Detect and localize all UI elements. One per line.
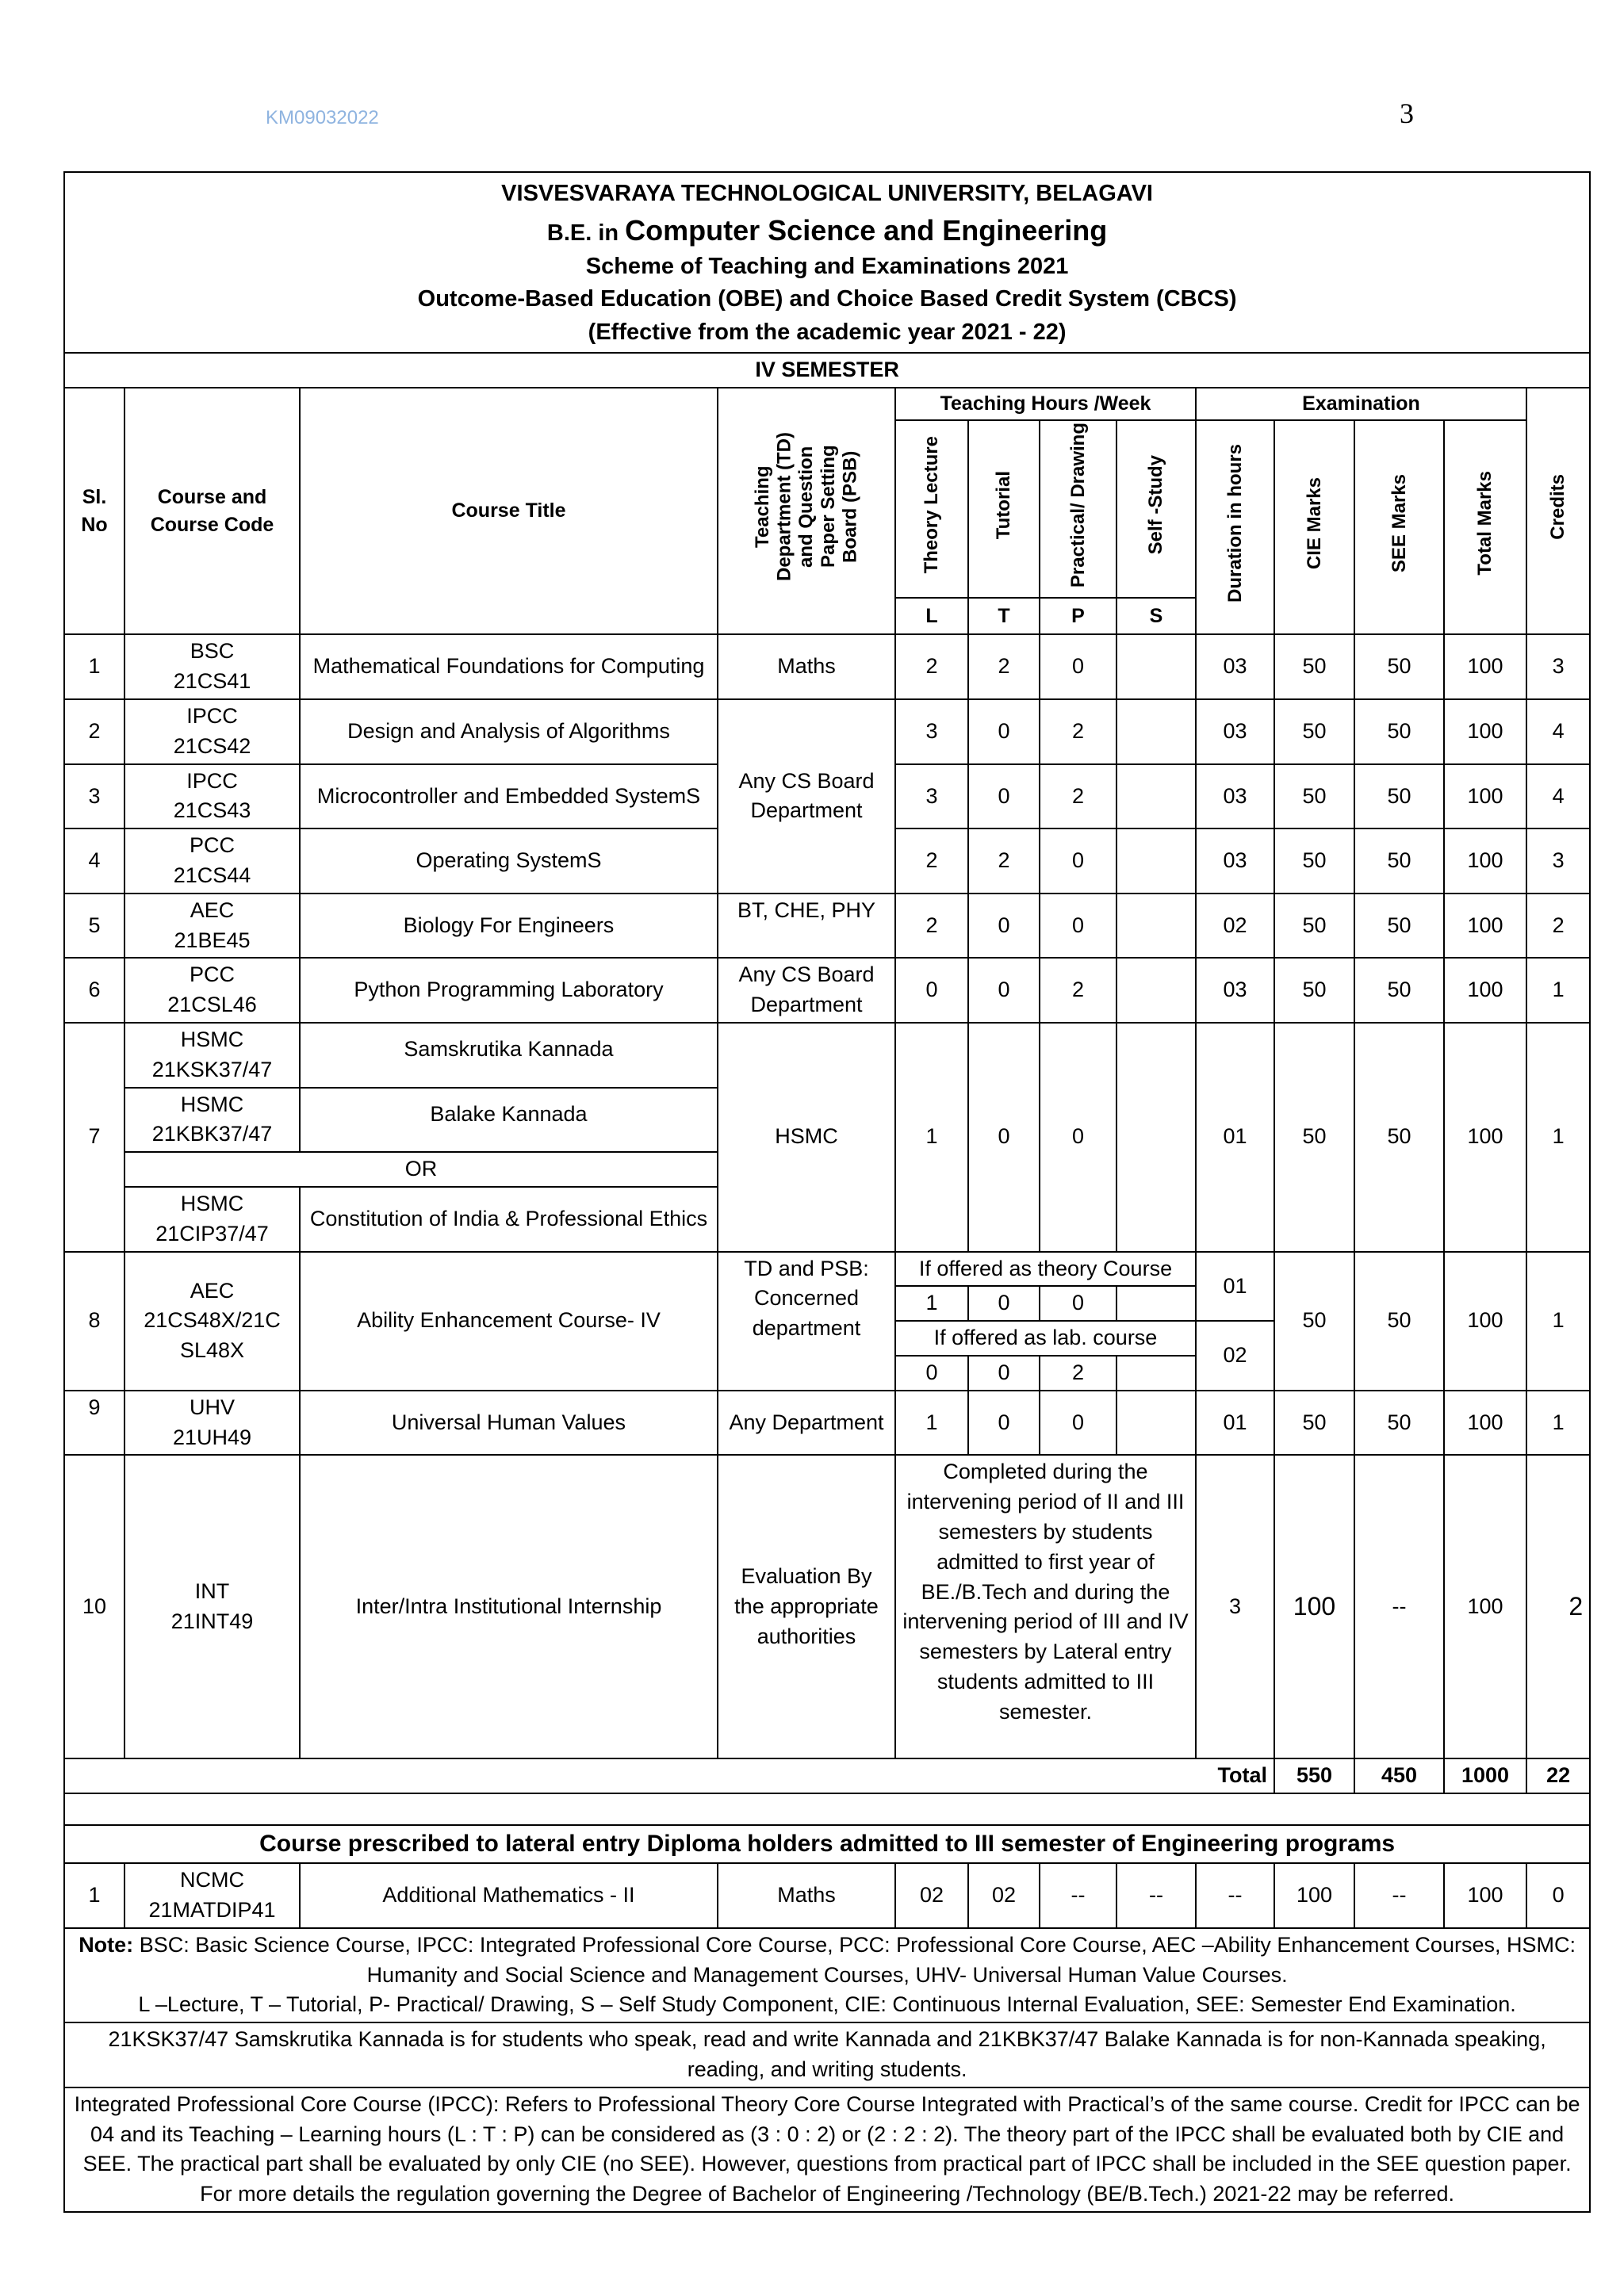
duration-theory: 01 — [1196, 1252, 1274, 1322]
teaching-dept: TD and PSB: Concerned department — [718, 1252, 895, 1391]
hours-T: 2 — [968, 828, 1040, 894]
course-title: Mathematical Foundations for Computing — [300, 634, 718, 699]
hours-T: 0 — [968, 699, 1040, 764]
hours-L: 3 — [895, 699, 968, 764]
duration: 02 — [1196, 894, 1274, 959]
hours-T: 0 — [968, 1286, 1040, 1321]
total-marks: 100 — [1444, 764, 1526, 829]
header-course-code: Course and Course Code — [124, 388, 300, 635]
total-marks-sum: 1000 — [1444, 1758, 1526, 1793]
duration-lab: 02 — [1196, 1321, 1274, 1391]
hours-L: 1 — [895, 1286, 968, 1321]
table-title-block — [64, 172, 1590, 353]
hours-S — [1116, 1356, 1196, 1391]
header-credits: Credits — [1526, 388, 1590, 635]
course-code: NCMC 21MATDIP41 — [124, 1863, 300, 1928]
hours-P: 2 — [1040, 764, 1116, 829]
hours-S — [1116, 1391, 1196, 1456]
total-marks: 100 — [1444, 958, 1526, 1023]
see-marks: 50 — [1354, 699, 1444, 764]
hours-L: 2 — [895, 634, 968, 699]
duration: 01 — [1196, 1391, 1274, 1456]
total-marks: 100 — [1444, 828, 1526, 894]
total-cie: 550 — [1274, 1758, 1354, 1793]
table-row — [64, 634, 1590, 699]
note-label: Note: — [79, 1932, 134, 1957]
course-code: BSC 21CS41 — [124, 634, 300, 699]
duration: 03 — [1196, 958, 1274, 1023]
course-title: Additional Mathematics - II — [300, 1863, 718, 1928]
hours-S — [1116, 1286, 1196, 1321]
total-marks: 100 — [1444, 1023, 1526, 1252]
course-title: Universal Human Values — [300, 1391, 718, 1456]
see-marks: 50 — [1354, 634, 1444, 699]
course-code: HSMC 21CIP37/47 — [124, 1187, 300, 1252]
table-row — [64, 958, 1590, 1023]
credits: 0 — [1526, 1863, 1590, 1928]
header-examination: Examination — [1196, 388, 1526, 420]
credits: 4 — [1526, 764, 1590, 829]
credits: 1 — [1526, 1391, 1590, 1456]
hours-T: 02 — [968, 1863, 1040, 1928]
course-code: INT 21INT49 — [124, 1455, 300, 1758]
teaching-dept: Evaluation By the appropriate authorities — [718, 1455, 895, 1758]
total-label: Total — [1196, 1758, 1274, 1793]
header-teaching-hours: Teaching Hours /Week — [895, 388, 1196, 420]
cie-marks: 100 — [1274, 1455, 1354, 1758]
credits: 2 — [1526, 1455, 1590, 1758]
credits: 2 — [1526, 894, 1590, 959]
course-title: Balake Kannada — [300, 1088, 718, 1153]
course-code: IPCC 21CS42 — [124, 699, 300, 764]
table-row — [64, 894, 1590, 959]
header-T: T — [968, 598, 1040, 634]
header-total: Total Marks — [1444, 420, 1526, 635]
note-kannada: 21KSK37/47 Samskrutika Kannada is for students who speak, read and write Kannada and 21KBK37/47 Balake Kannada is for non-Kannada speaking, reading, and writing students. — [64, 2022, 1590, 2087]
table-row — [64, 1252, 1590, 1287]
teaching-dept: Any CS Board Department — [718, 699, 895, 894]
course-title: Microcontroller and Embedded SystemS — [300, 764, 718, 829]
hours-S — [1116, 699, 1196, 764]
course-code: PCC 21CS44 — [124, 828, 300, 894]
duration: 03 — [1196, 828, 1274, 894]
internship-note: Completed during the intervening period of II and III semesters by students admitted to first year of BE./B.Tech and during the intervening period of III and IV semesters by Lateral entry students admitted to III semester. — [895, 1455, 1196, 1758]
duration: 03 — [1196, 764, 1274, 829]
table-row — [64, 1391, 1590, 1456]
see-marks: 50 — [1354, 894, 1444, 959]
hours-T: 0 — [968, 894, 1040, 959]
course-code: HSMC 21KSK37/47 — [124, 1023, 300, 1088]
document-id: KM09032022 — [266, 107, 379, 128]
see-marks: -- — [1354, 1455, 1444, 1758]
sl-no: 9 — [64, 1391, 124, 1456]
header-sl-no: Sl. No — [64, 388, 124, 635]
degree-prefix: B.E. in — [546, 220, 619, 247]
hours-L: 1 — [895, 1023, 968, 1252]
header-duration: Duration in hours — [1196, 420, 1274, 635]
duration: 03 — [1196, 699, 1274, 764]
table-row — [64, 1863, 1590, 1928]
header-see: SEE Marks — [1354, 420, 1444, 635]
hours-T: 0 — [968, 958, 1040, 1023]
hours-S — [1116, 958, 1196, 1023]
cie-marks: 100 — [1274, 1863, 1354, 1928]
header-self-study: Self -Study — [1116, 420, 1196, 599]
see-marks: 50 — [1354, 1391, 1444, 1456]
sl-no: 3 — [64, 764, 124, 829]
hours-P: 0 — [1040, 1286, 1116, 1321]
note-abbreviations — [64, 1928, 1590, 2022]
course-code: AEC 21BE45 — [124, 894, 300, 959]
total-marks: 100 — [1444, 1252, 1526, 1391]
see-marks: 50 — [1354, 1252, 1444, 1391]
header-tutorial: Tutorial — [968, 420, 1040, 599]
hours-L: 0 — [895, 1356, 968, 1391]
course-title: Biology For Engineers — [300, 894, 718, 959]
sl-no: 1 — [64, 1863, 124, 1928]
total-marks: 100 — [1444, 1391, 1526, 1456]
see-marks: -- — [1354, 1863, 1444, 1928]
total-credits: 22 — [1526, 1758, 1590, 1793]
header-teaching-dept: Teaching Department (TD) and Question Paper Setting Board (PSB) — [718, 388, 895, 635]
sl-no: 1 — [64, 634, 124, 699]
sl-no: 10 — [64, 1455, 124, 1758]
total-marks: 100 — [1444, 634, 1526, 699]
course-title: Constitution of India & Professional Ethics — [300, 1187, 718, 1252]
credits: 3 — [1526, 634, 1590, 699]
hours-T: 0 — [968, 1356, 1040, 1391]
cie-marks: 50 — [1274, 764, 1354, 829]
hours-S — [1116, 634, 1196, 699]
total-marks: 100 — [1444, 1863, 1526, 1928]
header-S: S — [1116, 598, 1196, 634]
cie-marks: 50 — [1274, 634, 1354, 699]
hours-P: 0 — [1040, 634, 1116, 699]
sl-no: 2 — [64, 699, 124, 764]
header-theory: Theory Lecture — [895, 420, 968, 599]
total-marks: 100 — [1444, 699, 1526, 764]
spacer-row — [64, 1793, 1590, 1825]
course-title: Python Programming Laboratory — [300, 958, 718, 1023]
course-title: Ability Enhancement Course- IV — [300, 1252, 718, 1391]
note-line-2: L –Lecture, T – Tutorial, P- Practical/ Drawing, S – Self Study Component, CIE: Continuous Internal Evaluation, SEE: Semester End Examination. — [138, 1992, 1516, 2017]
effective-year: (Effective from the academic year 2021 - 22) — [588, 319, 1067, 345]
hours-P: 2 — [1040, 699, 1116, 764]
course-code: AEC 21CS48X/21C SL48X — [124, 1252, 300, 1391]
table-row — [64, 1023, 1590, 1088]
course-title: Inter/Intra Institutional Internship — [300, 1455, 718, 1758]
hours-P: 0 — [1040, 1391, 1116, 1456]
hours-S: -- — [1116, 1863, 1196, 1928]
page-number: 3 — [1400, 98, 1414, 129]
duration: -- — [1196, 1863, 1274, 1928]
theory-note: If offered as theory Course — [895, 1252, 1196, 1287]
cie-marks: 50 — [1274, 1391, 1354, 1456]
course-code: UHV 21UH49 — [124, 1391, 300, 1456]
hours-P: 2 — [1040, 958, 1116, 1023]
credits: 1 — [1526, 1023, 1590, 1252]
header-P: P — [1040, 598, 1116, 634]
course-code: PCC 21CSL46 — [124, 958, 300, 1023]
sl-no: 5 — [64, 894, 124, 959]
total-marks: 100 — [1444, 894, 1526, 959]
total-marks: 100 — [1444, 1455, 1526, 1758]
hours-P: 0 — [1040, 828, 1116, 894]
hours-L: 02 — [895, 1863, 968, 1928]
cie-marks: 50 — [1274, 958, 1354, 1023]
see-marks: 50 — [1354, 828, 1444, 894]
cie-marks: 50 — [1274, 894, 1354, 959]
see-marks: 50 — [1354, 1023, 1444, 1252]
teaching-dept: Any Department — [718, 1391, 895, 1456]
semester-label: IV SEMESTER — [64, 353, 1590, 388]
see-marks: 50 — [1354, 958, 1444, 1023]
program-line — [65, 210, 1589, 251]
sl-no: 7 — [64, 1023, 124, 1252]
course-title: Design and Analysis of Algorithms — [300, 699, 718, 764]
header-course-title: Course Title — [300, 388, 718, 635]
lateral-entry-heading: Course prescribed to lateral entry Diploma holders admitted to III semester of Engineering programs — [64, 1825, 1590, 1863]
hours-L: 1 — [895, 1391, 968, 1456]
sl-no: 6 — [64, 958, 124, 1023]
teaching-dept: Any CS Board Department — [718, 958, 895, 1023]
hours-S — [1116, 1023, 1196, 1252]
see-marks: 50 — [1354, 764, 1444, 829]
cie-marks: 50 — [1274, 1252, 1354, 1391]
hours-P: -- — [1040, 1863, 1116, 1928]
hours-L: 3 — [895, 764, 968, 829]
scheme-title: Scheme of Teaching and Examinations 2021 — [585, 254, 1069, 280]
hours-L: 2 — [895, 894, 968, 959]
course-code: HSMC 21KBK37/47 — [124, 1088, 300, 1153]
credits: 4 — [1526, 699, 1590, 764]
course-title: Samskrutika Kannada — [300, 1023, 718, 1088]
hours-T: 0 — [968, 1391, 1040, 1456]
credits: 1 — [1526, 1252, 1590, 1391]
program-name: Computer Science and Engineering — [625, 214, 1108, 247]
hours-S — [1116, 828, 1196, 894]
cie-marks: 50 — [1274, 699, 1354, 764]
teaching-dept: BT, CHE, PHY — [718, 894, 895, 959]
table-row — [64, 1455, 1590, 1758]
note-text: BSC: Basic Science Course, IPCC: Integrated Professional Core Course, PCC: Professional Core Course, AEC –Ability Enhancement Courses, HSMC: Humanity and Social Science and Management Courses, UHV- Universal Human Value Courses. — [139, 1932, 1576, 1987]
cie-marks: 50 — [1274, 1023, 1354, 1252]
hours-S — [1116, 764, 1196, 829]
header-L: L — [895, 598, 968, 634]
header-cie: CIE Marks — [1274, 420, 1354, 635]
credits: 1 — [1526, 958, 1590, 1023]
duration: 3 — [1196, 1455, 1274, 1758]
teaching-dept: Maths — [718, 1863, 895, 1928]
duration: 03 — [1196, 634, 1274, 699]
course-title: Operating SystemS — [300, 828, 718, 894]
sl-no: 4 — [64, 828, 124, 894]
obe-title: Outcome-Based Education (OBE) and Choice Based Credit System (CBCS) — [417, 286, 1237, 312]
scheme-table — [63, 171, 1591, 2213]
cie-marks: 50 — [1274, 828, 1354, 894]
duration: 01 — [1196, 1023, 1274, 1252]
note-ipcc: Integrated Professional Core Course (IPCC): Refers to Professional Theory Core Course Integrated with Practical’s of the same course. Credit for IPCC can be 04 and its Teaching – Learning hours (L : T : P) can be considered as (3 : 0 : 2) or (2 : 2 : 2). The theory part of the IPCC shall be evaluated both by CIE and SEE. The practical part shall be evaluated by only CIE (no SEE). However, questions from practical part of IPCC shall be included in the SEE question paper. For more details the regulation governing the Degree of Bachelor of Engineering /Technology (BE/B.Tech.) 2021-22 may be referred. — [64, 2087, 1590, 2212]
hours-T: 2 — [968, 634, 1040, 699]
hours-L: 0 — [895, 958, 968, 1023]
hours-L: 2 — [895, 828, 968, 894]
course-code: IPCC 21CS43 — [124, 764, 300, 829]
table-row — [64, 699, 1590, 764]
header-practical: Practical/ Drawing — [1040, 420, 1116, 599]
hours-T: 0 — [968, 1023, 1040, 1252]
hours-P: 0 — [1040, 894, 1116, 959]
hours-T: 0 — [968, 764, 1040, 829]
hours-P: 0 — [1040, 1023, 1116, 1252]
lab-note: If offered as lab. course — [895, 1321, 1196, 1356]
teaching-dept: Maths — [718, 634, 895, 699]
total-see: 450 — [1354, 1758, 1444, 1793]
hours-S — [1116, 894, 1196, 959]
totals-row — [64, 1758, 1590, 1793]
or-separator: OR — [124, 1152, 718, 1187]
hours-P: 2 — [1040, 1356, 1116, 1391]
sl-no: 8 — [64, 1252, 124, 1391]
teaching-dept: HSMC — [718, 1023, 895, 1252]
university-name: VISVESVARAYA TECHNOLOGICAL UNIVERSITY, BELAGAVI — [501, 181, 1153, 206]
credits: 3 — [1526, 828, 1590, 894]
